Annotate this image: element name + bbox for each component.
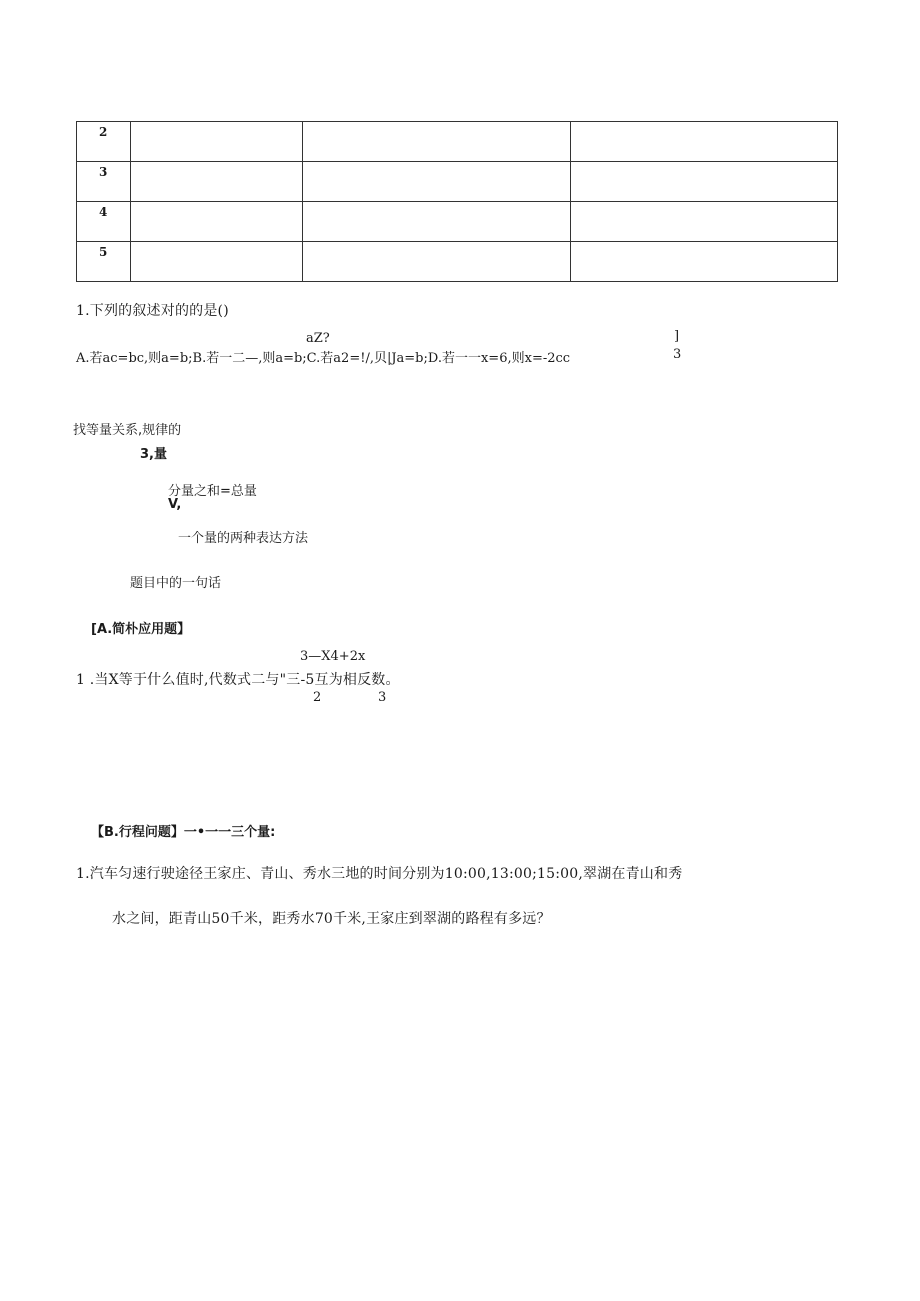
fraction-numerator: 3—X4+2x: [300, 649, 366, 664]
outline-item: 一个量的两种表达方法: [178, 531, 309, 546]
section-a-problem: 1 .当X等于什么值时,代数式二与"三-5互为相反数。: [76, 672, 400, 688]
table-cell: [303, 242, 571, 282]
table-row: [77, 122, 838, 162]
table-cell: [303, 162, 571, 202]
answer-table: [76, 121, 838, 282]
table-row: [77, 242, 838, 282]
table-cell: [571, 242, 838, 282]
outline-item: V,: [168, 497, 182, 512]
outline-item: 分量之和=总量: [168, 484, 257, 499]
row-number: 2: [77, 122, 131, 162]
table-row: [77, 202, 838, 242]
question-1-superscript: aZ?: [306, 331, 330, 346]
table-cell: [303, 202, 571, 242]
question-1-options: A.若ac=bc,则a=b;B.若一二—,则a=b;C.若a2=!/,贝|Ja=b;D.若一一x=6,则x=-2cc: [76, 351, 571, 366]
fraction-denominator: 3: [378, 690, 387, 705]
table-cell: [131, 162, 303, 202]
question-1-title: 1.下列的叙述对的的是(): [76, 303, 229, 319]
fraction-denominator: 2: [313, 690, 322, 705]
table-cell: [131, 242, 303, 282]
outline-item: 题目中的一句话: [130, 576, 222, 591]
table-cell: [571, 162, 838, 202]
table-cell: [131, 122, 303, 162]
outline-heading: 找等量关系,规律的: [73, 423, 182, 438]
table-cell: [571, 122, 838, 162]
row-number: 5: [77, 242, 131, 282]
table-cell: [303, 122, 571, 162]
table-cell: [571, 202, 838, 242]
section-b-heading: 【B.行程问题】一•一一三个量:: [91, 825, 276, 840]
section-b-problem-line2: 水之间，距青山50千米，距秀水70千米,王家庄到翠湖的路程有多远？: [112, 911, 551, 927]
table-row: [77, 162, 838, 202]
row-number: 3: [77, 162, 131, 202]
row-number: 4: [77, 202, 131, 242]
section-b-problem-line1: 1.汽车匀速行驶途径王家庄、青山、秀水三地的时间分别为10:00,13:00;15:00,翠湖在青山和秀: [76, 866, 683, 882]
table-cell: [131, 202, 303, 242]
section-a-heading: [A.简朴应用题】: [91, 622, 191, 637]
outline-item: 3,量: [140, 447, 167, 462]
question-1-bracket: ]: [674, 329, 680, 344]
question-1-trailing-number: 3: [673, 347, 682, 362]
